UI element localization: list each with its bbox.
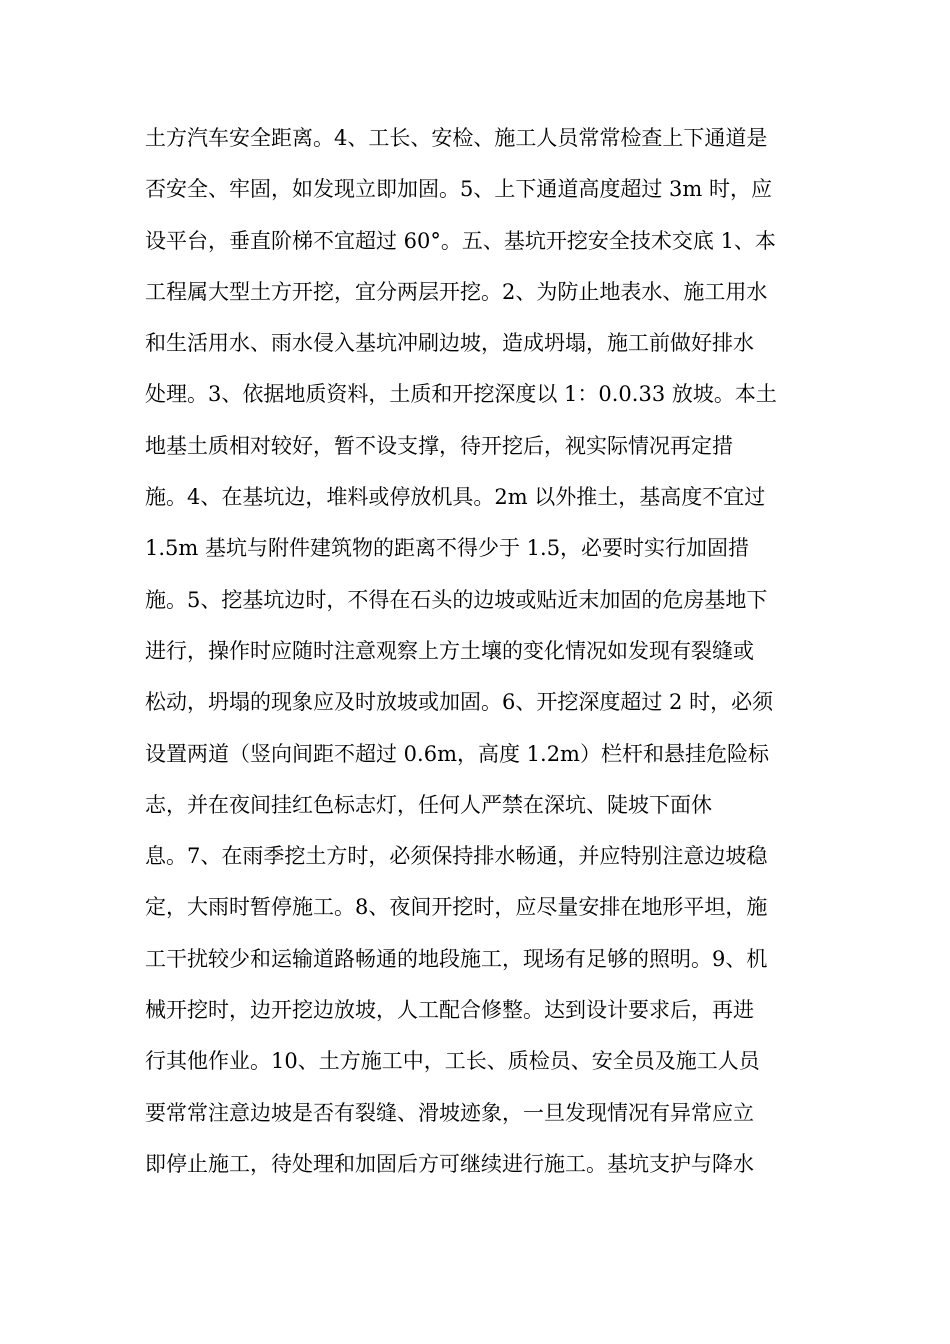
text-line: 定，大雨时暂停施工。8、夜间开挖时，应尽量安排在地形平坦，施 xyxy=(145,895,768,920)
text-line: 行其他作业。10、土方施工中，工长、质检员、安全员及施工人员 xyxy=(145,1049,760,1074)
text-line: 设平台，垂直阶梯不宜超过 60°。五、基坑开挖安全技术交底 1、本 xyxy=(145,228,776,253)
text-line: 处理。3、依据地质资料，土质和开挖深度以 1：0.0.33 放坡。本土 xyxy=(145,382,777,407)
text-line: 工程属大型土方开挖，宜分两层开挖。2、为防止地表水、施工用水 xyxy=(145,279,768,304)
body-text xyxy=(145,118,810,1195)
text-line: 志，并在夜间挂红色标志灯，任何人严禁在深坑、陡坡下面休 xyxy=(145,792,712,817)
text-line: 要常常注意边坡是否有裂缝、滑坡迹象，一旦发现情况有异常应立 xyxy=(145,1100,754,1125)
text-line: 设置两道（竖向间距不超过 0.6m，高度 1.2m）栏杆和悬挂危险标 xyxy=(145,741,769,766)
text-line: 否安全、牢固，如发现立即加固。5、上下通道高度超过 3m 时，应 xyxy=(145,177,772,202)
text-line: 1.5m 基坑与附件建筑物的距离不得少于 1.5，必要时实行加固措 xyxy=(145,536,750,561)
text-line: 地基土质相对较好，暂不设支撑，待开挖后，视实际情况再定措 xyxy=(145,433,733,458)
text-line: 械开挖时，边开挖边放坡，人工配合修整。达到设计要求后，再进 xyxy=(145,998,754,1023)
text-line: 土方汽车安全距离。4、工长、安检、施工人员常常检查上下通道是 xyxy=(145,126,768,150)
text-line: 进行，操作时应随时注意观察上方土壤的变化情况如发现有裂缝或 xyxy=(145,638,754,663)
text-line: 松动，坍塌的现象应及时放坡或加固。6、开挖深度超过 2 时，必须 xyxy=(145,690,774,715)
text-line: 即停止施工，待处理和加固后方可继续进行施工。基坑支护与降水 xyxy=(145,1151,754,1176)
text-line: 息。7、在雨季挖土方时，必须保持排水畅通，并应特别注意边坡稳 xyxy=(145,844,768,869)
text-line: 和生活用水、雨水侵入基坑冲刷边坡，造成坍塌，施工前做好排水 xyxy=(145,331,754,356)
text-line: 工干扰较少和运输道路畅通的地段施工，现场有足够的照明。9、机 xyxy=(145,946,768,971)
text-line: 施。4、在基坑边，堆料或停放机具。2m 以外推土，基高度不宜过 xyxy=(145,485,766,510)
text-line: 施。5、挖基坑边时，不得在石头的边坡或贴近末加固的危房基地下 xyxy=(145,587,768,612)
